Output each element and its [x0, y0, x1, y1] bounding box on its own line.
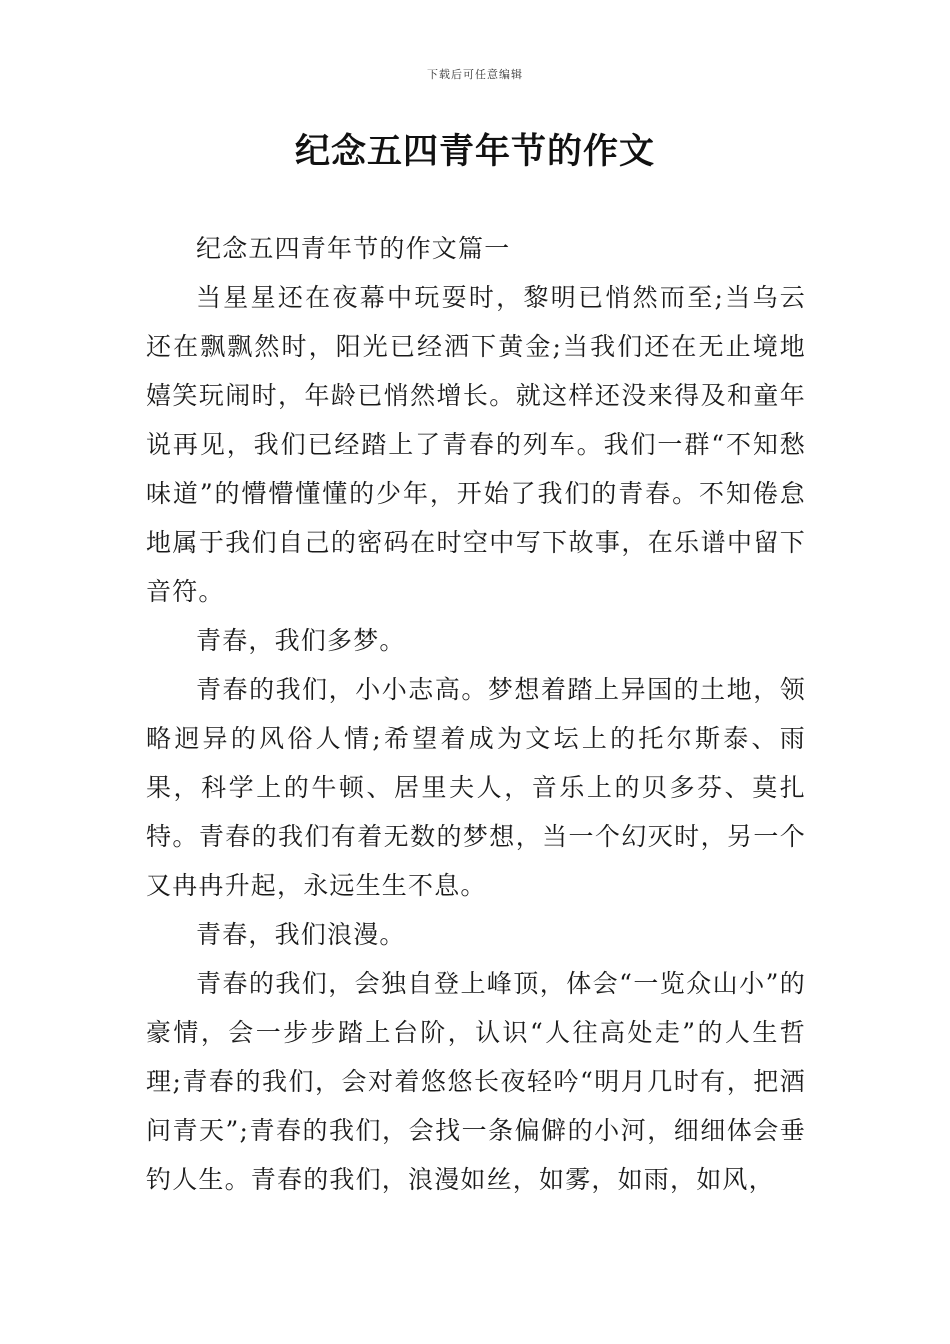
document-title: 纪念五四青年节的作文	[294, 132, 655, 172]
paragraph: 当星星还在夜幕中玩耍时，黎明已悄然而至;当乌云还在飘飘然时，阳光已经洒下黄金;当我们还在无止境地嬉笑玩闹时，年龄已悄然增长。就这样还没来得及和童年说再见，我们已经踏上了青春的列车。我们一群“不知愁味道”的懵懵懂懂的少年，开始了我们的青春。不知倦怠地属于我们自己的密码在时空中写下故事，在乐谱中留下音符。	[146, 283, 806, 606]
paragraph: 青春的我们，会独自登上峰顶，体会“一览众山小”的豪情，会一步步踏上台阶，认识“人往高处走”的人生哲理;青春的我们，会对着悠悠长夜轻吟“明月几时有，把酒问青天”;青春的我们，会找一条偏僻的小河，细细体会垂钓人生。青春的我们，浪漫如丝，如雾，如雨，如风，	[146, 969, 806, 1194]
document-body	[146, 224, 806, 1204]
header-note: 下载后可任意编辑	[427, 68, 523, 81]
paragraph: 青春的我们，小小志高。梦想着踏上异国的土地，领略迥异的风俗人情;希望着成为文坛上的托尔斯泰、雨果，科学上的牛顿、居里夫人，音乐上的贝多芬、莫扎特。青春的我们有着无数的梦想，当一个幻灭时，另一个又冉冉升起，永远生生不息。	[146, 675, 806, 900]
section-heading: 纪念五四青年节的作文篇一	[196, 234, 511, 263]
paragraph: 青春，我们多梦。	[196, 626, 406, 655]
paragraph: 青春，我们浪漫。	[196, 920, 406, 949]
